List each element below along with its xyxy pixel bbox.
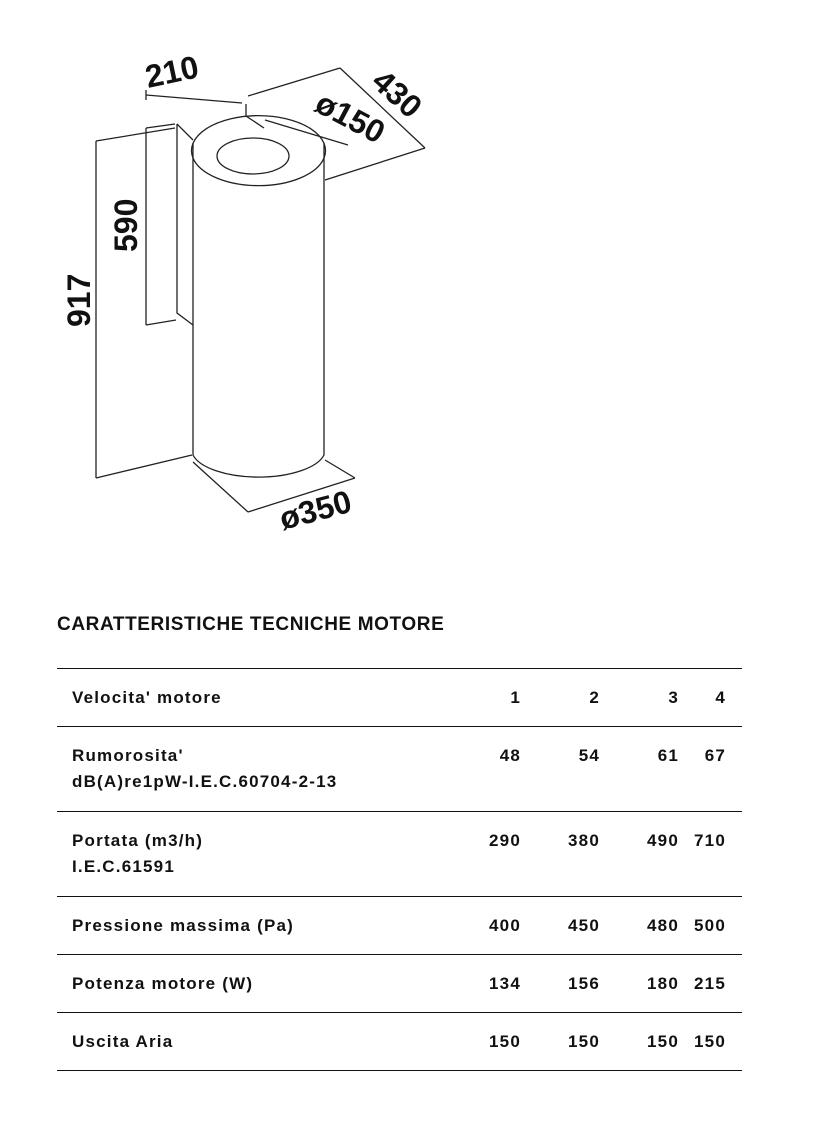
row-label: Portata (m3/h) I.E.C.61591: [57, 812, 442, 897]
row-value: 67: [704, 746, 726, 765]
table-row: [57, 727, 742, 812]
row-value: 4: [715, 688, 726, 707]
row-value: 400: [489, 916, 521, 935]
dim-total-height-label: 917: [61, 273, 97, 327]
row-value: 61: [657, 746, 679, 765]
row-value: 180: [647, 974, 679, 993]
cylinder-top: [191, 116, 325, 158]
table-row: [57, 812, 742, 897]
row-value: 48: [499, 746, 521, 765]
dim-width-label: 430: [365, 62, 430, 125]
wall-bracket: [177, 124, 193, 325]
row-value: 710: [694, 831, 726, 850]
dim-body-diameter-label: ø350: [275, 483, 356, 537]
row-value: 150: [489, 1032, 521, 1051]
dim-depth-label: 210: [141, 48, 202, 95]
row-value: 54: [578, 746, 600, 765]
row-label: Velocita' motore: [72, 688, 222, 707]
row-value: 450: [568, 916, 600, 935]
row-value: 150: [647, 1032, 679, 1051]
row-value: 156: [568, 974, 600, 993]
section-title: CARATTERISTICHE TECNICHE MOTORE: [57, 614, 445, 635]
table-row: [57, 1013, 742, 1071]
row-value: 2: [589, 688, 600, 707]
row-label: Rumorosita' dB(A)re1pW-I.E.C.60704-2-13: [57, 727, 442, 812]
cylinder-outline: [193, 143, 324, 477]
row-value: 150: [694, 1032, 726, 1051]
row-sublabel: I.E.C.61591: [72, 857, 175, 876]
motor-spec-table: [57, 668, 742, 1071]
row-value: 500: [694, 916, 726, 935]
row-value: 490: [647, 831, 679, 850]
hood-technical-drawing: [0, 0, 814, 560]
dim-chimney-height-label: 590: [108, 198, 144, 252]
row-value: 380: [568, 831, 600, 850]
row-label: Potenza motore (W): [72, 974, 254, 993]
row-value: 215: [694, 974, 726, 993]
row-value: 290: [489, 831, 521, 850]
table-row: [57, 669, 742, 727]
row-label: Uscita Aria: [72, 1032, 174, 1051]
row-sublabel: dB(A)re1pW-I.E.C.60704-2-13: [72, 772, 338, 791]
row-value: 1: [510, 688, 521, 707]
row-label: Pressione massima (Pa): [72, 916, 294, 935]
row-value: 480: [647, 916, 679, 935]
table-row: [57, 955, 742, 1013]
row-value: 134: [489, 974, 521, 993]
table-row: [57, 897, 742, 955]
row-value: 150: [568, 1032, 600, 1051]
row-value: 3: [668, 688, 679, 707]
dim-outlet-label: ø150: [309, 84, 392, 151]
outlet-ellipse: [217, 138, 289, 174]
